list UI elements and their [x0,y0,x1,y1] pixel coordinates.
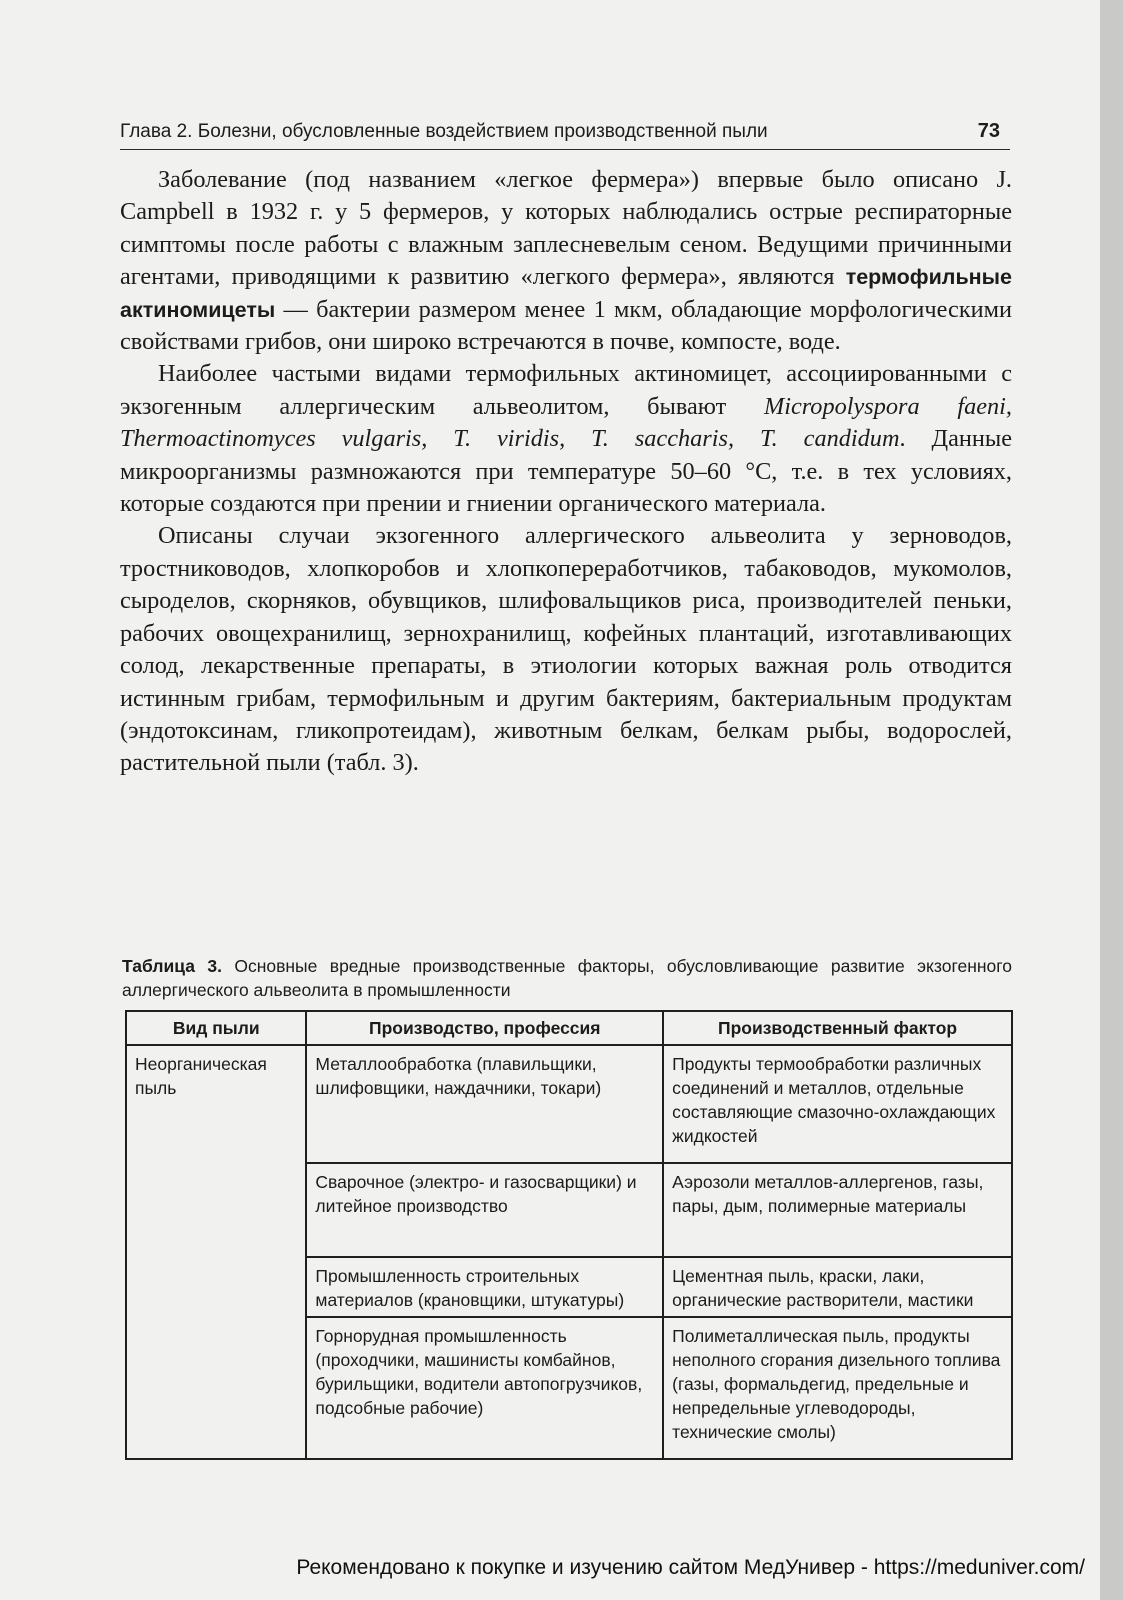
dust-type-cell: Неорганическая пыль [126,1045,306,1459]
table-header-row [126,1011,1012,1045]
factors-table [125,1010,1013,1460]
running-head [120,110,1010,150]
factor-cell: Полиметаллическая пыль, продукты неполного сгорания дизельного топлива (газы, формальдегид, предельные и непредельные углеводороды, технические смолы) [663,1317,1012,1459]
chapter-title: Глава 2. Болезни, обусловленные воздействием производственной пыли [120,121,768,142]
factor-cell: Аэрозоли металлов-аллергенов, газы, пары, дым, полимерные материалы [663,1163,1012,1257]
paragraph-2-text-a: Наиболее частыми видами термофильных актиномицет, ассоциированными с экзогенным аллергическим альвеолитом, бывают [120,360,1012,420]
paragraph-2 [120,358,1012,520]
factor-cell: Цементная пыль, краски, лаки, органические растворители, мастики [663,1257,1012,1317]
table-caption [122,954,1012,1002]
table-caption-label: Таблица 3. [122,956,222,976]
header-dust-type: Вид пыли [126,1011,306,1045]
paragraph-1 [120,164,1012,358]
paragraph-3: Описаны случаи экзогенного аллергического альвеолита у зерноводов, тростниководов, хлопкоробов и хлопкопереработчиков, табаководов, мукомолов, сыроделов, скорняков, обувщиков, шлифовальщиков риса, производителей пеньки, рабочих овощехранилищ, зернохранилищ, кофейных плантаций, изготавливающих солод, лекарственные препараты, в этиологии которых важная роль отводится истинным грибам, термофильным и другим бактериям, бактериальным продуктам (эндотоксинам, гликопротеидам), животным белкам, белкам рыбы, водорослей, растительной пыли (табл. 3). [120,522,1012,777]
paragraph-2-text-b: . Данные микроорганизмы размножаются при температуре 50–60 °С, т.е. в тех условиях, которые создаются при прении и гниении органического материала. [120,425,1012,518]
footer-recommendation: Рекомендовано к покупке и изучению сайтом МедУнивер - https://meduniver.com/ [296,1556,1085,1579]
header-production: Производство, профессия [306,1011,663,1045]
table-caption-text: Основные вредные производственные факторы, обусловливающие развитие экзогенного аллергического альвеолита в промышленности [122,956,1012,1000]
paragraph-1-text-b: — бактерии размером менее 1 мкм, обладающие морфологическими свойствами грибов, они широко встречаются в почве, компосте, воде. [120,295,1012,356]
production-cell: Металлообработка (плавильщики, шлифовщики, наждачники, токари) [306,1045,663,1163]
body-text [120,164,1012,780]
paragraph-1-bold-term: термофильные актиномицеты [120,265,1012,322]
production-cell: Промышленность строительных материалов (крановщики, штукатуры) [306,1257,663,1317]
table-row [126,1045,1012,1163]
header-factor: Производственный фактор [663,1011,1012,1045]
page-number: 73 [977,120,1000,142]
paragraph-2-species: Micropolyspora faeni, Thermoactinomyces vulgaris, T. viridis, T. saccharis, T. candidum [120,392,1012,453]
factor-cell: Продукты термообработки различных соединений и металлов, отдельные составляющие смазочно-охлаждающих жидкостей [663,1045,1012,1163]
production-cell: Горнорудная промышленность (проходчики, машинисты комбайнов, бурильщики, водители автопогрузчиков, подсобные рабочие) [306,1317,663,1459]
production-cell: Сварочное (электро- и газосварщики) и литейное производство [306,1163,663,1257]
paragraph-1-text-a: Заболевание (под названием «легкое фермера») впервые было описано J. Campbell в 1932 г. у 5 фермеров, у которых наблюдались острые респираторные симптомы после работы с влажным заплесневелым сеном. Ведущими причинными агентами, приводящими к развитию «легкого фермера», являются [120,166,1012,291]
page-edge [1100,0,1123,1600]
